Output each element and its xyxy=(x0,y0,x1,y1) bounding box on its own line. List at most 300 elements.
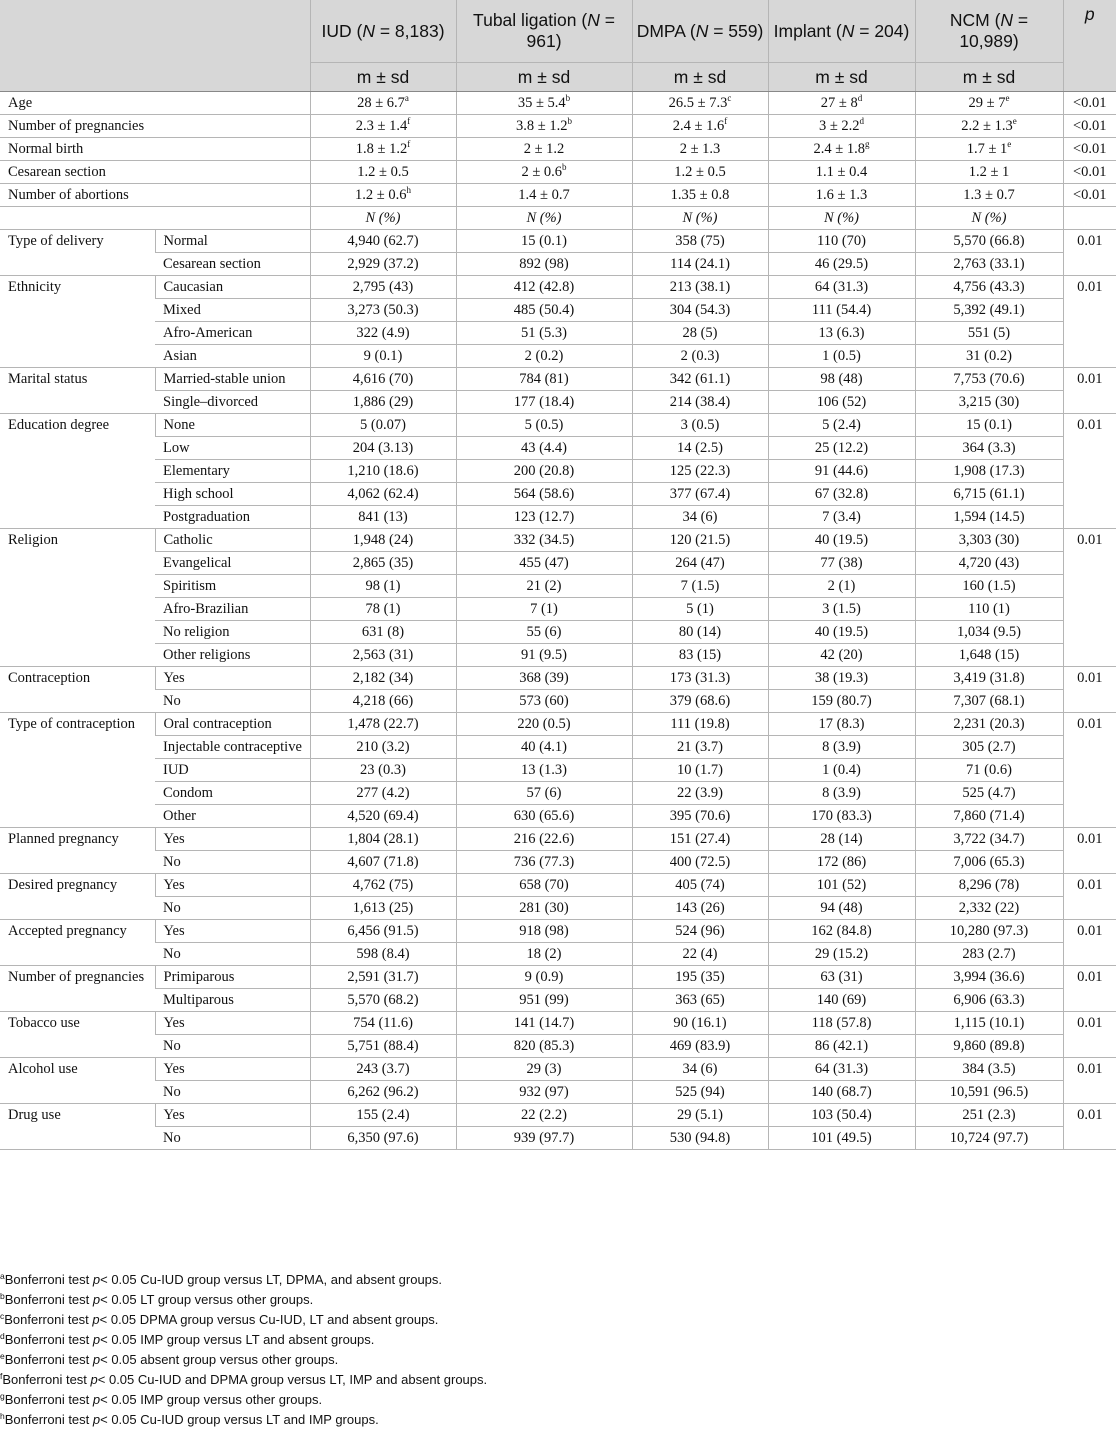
cell-value: 15 (0.1) xyxy=(456,230,632,253)
footnote-text: < 0.05 IMP group versus LT and absent groups. xyxy=(100,1332,375,1347)
cell-value: 21 (3.7) xyxy=(632,736,768,759)
cell-value xyxy=(632,138,768,161)
table-row xyxy=(0,1058,1116,1081)
footnote xyxy=(0,1370,1116,1390)
cell-value: 83 (15) xyxy=(632,644,768,667)
cell-value: 658 (70) xyxy=(456,874,632,897)
p-value: 0.01 xyxy=(1063,230,1116,276)
cell-value: 1 (0.4) xyxy=(768,759,915,782)
group-label: Contraception xyxy=(0,667,155,713)
table-row xyxy=(0,391,1116,414)
cell-value: 103 (50.4) xyxy=(768,1104,915,1127)
cell-value: 631 (8) xyxy=(310,621,456,644)
cell-value xyxy=(310,138,456,161)
p-value: 0.01 xyxy=(1063,529,1116,667)
cell-value: 23 (0.3) xyxy=(310,759,456,782)
cell-value: 469 (83.9) xyxy=(632,1035,768,1058)
table-row xyxy=(0,690,1116,713)
cell-value: 17 (8.3) xyxy=(768,713,915,736)
p-value: 0.01 xyxy=(1063,874,1116,920)
cell-value: 91 (9.5) xyxy=(456,644,632,667)
cell-value: 4,940 (62.7) xyxy=(310,230,456,253)
footnote-mark: f xyxy=(0,1371,3,1381)
cell-text: 2.3 ± 1.4 xyxy=(355,118,408,134)
table-row xyxy=(0,368,1116,391)
cell-value: 2,929 (37.2) xyxy=(310,253,456,276)
table-row xyxy=(0,414,1116,437)
p-value: <0.01 xyxy=(1063,184,1116,207)
cell-value: 6,456 (91.5) xyxy=(310,920,456,943)
group-label: Type of contraception xyxy=(0,713,155,828)
footnote xyxy=(0,1290,1116,1310)
table-row xyxy=(0,966,1116,989)
count-header: N (%) xyxy=(915,207,1063,230)
cell-value: 342 (61.1) xyxy=(632,368,768,391)
p-value: 0.01 xyxy=(1063,713,1116,828)
subgroup-label: Multiparous xyxy=(155,989,310,1012)
cell-text: 1.7 ± 1 xyxy=(966,141,1008,157)
cell-text: 35 ± 5.4 xyxy=(517,95,566,111)
footnote-mark: d xyxy=(859,116,865,126)
cell-value: 57 (6) xyxy=(456,782,632,805)
footnote-p: p xyxy=(92,1272,101,1287)
footnote-p: p xyxy=(92,1332,101,1347)
table-row xyxy=(0,299,1116,322)
cell-value: 214 (38.4) xyxy=(632,391,768,414)
footnote-prefix: Bonferroni test xyxy=(4,1312,93,1327)
row-label: Normal birth xyxy=(0,138,310,161)
table-row xyxy=(0,1104,1116,1127)
cell-value: 530 (94.8) xyxy=(632,1127,768,1150)
group-label: Education degree xyxy=(0,414,155,529)
table-row xyxy=(0,759,1116,782)
subgroup-label: No xyxy=(155,1035,310,1058)
group-label: Accepted pregnancy xyxy=(0,920,155,966)
cell-value: 630 (65.6) xyxy=(456,805,632,828)
cell-value: 9,860 (89.8) xyxy=(915,1035,1063,1058)
col-header: DMPA (N = 559) xyxy=(632,0,768,63)
table-row xyxy=(0,736,1116,759)
cell-value: 7 (1) xyxy=(456,598,632,621)
group-label: Desired pregnancy xyxy=(0,874,155,920)
p-value: 0.01 xyxy=(1063,368,1116,414)
cell-value: 28 (14) xyxy=(768,828,915,851)
subgroup-label: Other xyxy=(155,805,310,828)
header-row-stats xyxy=(0,63,1116,92)
cell-value: 1,034 (9.5) xyxy=(915,621,1063,644)
table-row xyxy=(0,851,1116,874)
p-value: <0.01 xyxy=(1063,161,1116,184)
cell-value: 1,908 (17.3) xyxy=(915,460,1063,483)
cell-value: 5,751 (88.4) xyxy=(310,1035,456,1058)
cell-text: 28 ± 6.7 xyxy=(357,95,405,111)
cell-value: 322 (4.9) xyxy=(310,322,456,345)
p-value: 0.01 xyxy=(1063,966,1116,1012)
table-row xyxy=(0,483,1116,506)
cell-value xyxy=(768,92,915,115)
footnote-mark: h xyxy=(0,1411,5,1421)
cell-value: 3,722 (34.7) xyxy=(915,828,1063,851)
cell-value: 64 (31.3) xyxy=(768,276,915,299)
cell-value: 379 (68.6) xyxy=(632,690,768,713)
cell-value: 40 (19.5) xyxy=(768,621,915,644)
cell-value: 28 (5) xyxy=(632,322,768,345)
cell-value: 754 (11.6) xyxy=(310,1012,456,1035)
subgroup-label: Condom xyxy=(155,782,310,805)
cell-value: 110 (70) xyxy=(768,230,915,253)
cell-value: 10,724 (97.7) xyxy=(915,1127,1063,1150)
cell-text: 3 ± 2.2 xyxy=(818,118,860,134)
row-label: Number of pregnancies xyxy=(0,115,310,138)
cell-text: 1.2 ± 0.5 xyxy=(674,164,726,180)
footnote-prefix: Bonferroni test xyxy=(2,1372,91,1387)
footnote-text: < 0.05 IMP group versus other groups. xyxy=(100,1392,323,1407)
cell-value: 123 (12.7) xyxy=(456,506,632,529)
cell-value: 283 (2.7) xyxy=(915,943,1063,966)
subgroup-label: Primiparous xyxy=(155,966,310,989)
cell-value: 598 (8.4) xyxy=(310,943,456,966)
cell-text: 2.4 ± 1.6 xyxy=(672,118,725,134)
cell-value: 736 (77.3) xyxy=(456,851,632,874)
footnote-mark: b xyxy=(562,162,567,172)
cell-value: 10,591 (96.5) xyxy=(915,1081,1063,1104)
cell-value: 277 (4.2) xyxy=(310,782,456,805)
cell-value: 8 (3.9) xyxy=(768,782,915,805)
subgroup-label: Evangelical xyxy=(155,552,310,575)
cell-value: 485 (50.4) xyxy=(456,299,632,322)
subgroup-label: Yes xyxy=(155,1104,310,1127)
cell-value: 90 (16.1) xyxy=(632,1012,768,1035)
subgroup-label: Postgraduation xyxy=(155,506,310,529)
footnote xyxy=(0,1330,1116,1350)
cell-value: 162 (84.8) xyxy=(768,920,915,943)
cell-value: 4,762 (75) xyxy=(310,874,456,897)
cell-value: 9 (0.9) xyxy=(456,966,632,989)
cell-value xyxy=(310,92,456,115)
footnote-mark: b xyxy=(0,1291,5,1301)
subgroup-label: Oral contraception xyxy=(155,713,310,736)
cell-value xyxy=(310,184,456,207)
cell-value: 939 (97.7) xyxy=(456,1127,632,1150)
col-header: Tubal ligation (N = 961) xyxy=(456,0,632,63)
group-label: Number of pregnancies xyxy=(0,966,155,1012)
cell-value: 5,392 (49.1) xyxy=(915,299,1063,322)
cell-value xyxy=(456,138,632,161)
cell-value: 1,886 (29) xyxy=(310,391,456,414)
p-value: 0.01 xyxy=(1063,1104,1116,1150)
header-row-groups xyxy=(0,0,1116,63)
subgroup-label: Catholic xyxy=(155,529,310,552)
cell-value: 160 (1.5) xyxy=(915,575,1063,598)
cell-value: 525 (94) xyxy=(632,1081,768,1104)
cell-value: 18 (2) xyxy=(456,943,632,966)
subgroup-label: No religion xyxy=(155,621,310,644)
footnote-mark: f xyxy=(724,116,728,126)
cell-value: 573 (60) xyxy=(456,690,632,713)
table-row xyxy=(0,1081,1116,1104)
col-header: NCM (N = 10,989) xyxy=(915,0,1063,63)
cell-value: 1,210 (18.6) xyxy=(310,460,456,483)
table-row xyxy=(0,1012,1116,1035)
footnote-prefix: Bonferroni test xyxy=(4,1352,93,1367)
cell-value: 281 (30) xyxy=(456,897,632,920)
footnote-prefix: Bonferroni test xyxy=(4,1272,93,1287)
cell-value: 4,062 (62.4) xyxy=(310,483,456,506)
cell-value: 29 (3) xyxy=(456,1058,632,1081)
cell-value: 784 (81) xyxy=(456,368,632,391)
cell-value xyxy=(768,115,915,138)
cell-value: 29 (15.2) xyxy=(768,943,915,966)
cell-value: 5 (2.4) xyxy=(768,414,915,437)
subgroup-label: Elementary xyxy=(155,460,310,483)
cell-value: 2 (1) xyxy=(768,575,915,598)
cell-value: 304 (54.3) xyxy=(632,299,768,322)
subgroup-label: No xyxy=(155,943,310,966)
table-row xyxy=(0,276,1116,299)
subgroup-label: Normal xyxy=(155,230,310,253)
cell-text: 1.8 ± 1.2 xyxy=(355,141,408,157)
group-label: Marital status xyxy=(0,368,155,414)
subgroup-label: Yes xyxy=(155,828,310,851)
cell-value: 40 (4.1) xyxy=(456,736,632,759)
cell-value: 120 (21.5) xyxy=(632,529,768,552)
cell-value: 5 (0.07) xyxy=(310,414,456,437)
cell-value: 6,715 (61.1) xyxy=(915,483,1063,506)
cell-value: 7,753 (70.6) xyxy=(915,368,1063,391)
table-row xyxy=(0,322,1116,345)
cell-value: 151 (27.4) xyxy=(632,828,768,851)
subgroup-label: Yes xyxy=(155,920,310,943)
cell-value xyxy=(456,115,632,138)
cell-value: 951 (99) xyxy=(456,989,632,1012)
cell-value: 200 (20.8) xyxy=(456,460,632,483)
table-row xyxy=(0,345,1116,368)
cell-value: 172 (86) xyxy=(768,851,915,874)
subgroup-label: High school xyxy=(155,483,310,506)
table-row xyxy=(0,253,1116,276)
count-header-row xyxy=(0,207,1116,230)
footnote-mark: c xyxy=(727,93,732,103)
cell-value: 2,795 (43) xyxy=(310,276,456,299)
cell-value xyxy=(768,138,915,161)
cell-text: 2 ± 0.6 xyxy=(521,164,563,180)
group-label: Type of delivery xyxy=(0,230,155,276)
cell-value: 1,115 (10.1) xyxy=(915,1012,1063,1035)
group-label: Drug use xyxy=(0,1104,155,1150)
cell-value: 2,332 (22) xyxy=(915,897,1063,920)
cell-value: 22 (3.9) xyxy=(632,782,768,805)
cell-text: 2.4 ± 1.8 xyxy=(813,141,865,157)
cell-value xyxy=(632,115,768,138)
row-label: Number of abortions xyxy=(0,184,310,207)
cell-value: 358 (75) xyxy=(632,230,768,253)
cell-value: 220 (0.5) xyxy=(456,713,632,736)
cell-value: 31 (0.2) xyxy=(915,345,1063,368)
cell-value: 110 (1) xyxy=(915,598,1063,621)
cell-value: 46 (29.5) xyxy=(768,253,915,276)
cell-value: 3,419 (31.8) xyxy=(915,667,1063,690)
cell-text: 1.2 ± 0.5 xyxy=(357,164,409,180)
cell-value: 125 (22.3) xyxy=(632,460,768,483)
cell-value: 820 (85.3) xyxy=(456,1035,632,1058)
cell-value: 332 (34.5) xyxy=(456,529,632,552)
cell-value: 13 (6.3) xyxy=(768,322,915,345)
p-value: <0.01 xyxy=(1063,115,1116,138)
cell-text: 3.8 ± 1.2 xyxy=(516,118,568,134)
cell-value: 71 (0.6) xyxy=(915,759,1063,782)
header-blank xyxy=(0,0,310,63)
subgroup-label: Married-stable union xyxy=(155,368,310,391)
cell-value xyxy=(632,92,768,115)
cell-value: 892 (98) xyxy=(456,253,632,276)
cell-value: 932 (97) xyxy=(456,1081,632,1104)
cell-value xyxy=(915,138,1063,161)
footnote-p: p xyxy=(90,1372,98,1387)
cell-text: 1.1 ± 0.4 xyxy=(815,164,868,180)
cell-value: 101 (52) xyxy=(768,874,915,897)
cell-value: 4,218 (66) xyxy=(310,690,456,713)
cell-value: 14 (2.5) xyxy=(632,437,768,460)
cell-value: 2,865 (35) xyxy=(310,552,456,575)
cell-value: 1,613 (25) xyxy=(310,897,456,920)
cell-value: 2,231 (20.3) xyxy=(915,713,1063,736)
p-value: 0.01 xyxy=(1063,276,1116,368)
footnote xyxy=(0,1410,1116,1430)
cell-value: 2,182 (34) xyxy=(310,667,456,690)
cell-value: 67 (32.8) xyxy=(768,483,915,506)
footnote xyxy=(0,1390,1116,1410)
footnote-mark: e xyxy=(1007,139,1012,149)
table-row xyxy=(0,598,1116,621)
cell-value: 8,296 (78) xyxy=(915,874,1063,897)
cell-value: 7,006 (65.3) xyxy=(915,851,1063,874)
cell-value: 2 (0.3) xyxy=(632,345,768,368)
footnote-p: p xyxy=(92,1352,101,1367)
cell-value: 2,563 (31) xyxy=(310,644,456,667)
cell-value xyxy=(768,184,915,207)
stat-header: m ± sd xyxy=(768,63,915,92)
footnote xyxy=(0,1310,1116,1330)
footnote-text: < 0.05 DPMA group versus Cu-IUD, LT and absent groups. xyxy=(99,1312,439,1327)
cell-value: 155 (2.4) xyxy=(310,1104,456,1127)
footnote-prefix: Bonferroni test xyxy=(4,1392,93,1407)
table-row xyxy=(0,161,1116,184)
footnote-mark: b xyxy=(565,93,571,103)
cell-value xyxy=(310,161,456,184)
cell-value: 195 (35) xyxy=(632,966,768,989)
cell-value: 7 (3.4) xyxy=(768,506,915,529)
cell-value xyxy=(768,161,915,184)
subgroup-label: No xyxy=(155,1081,310,1104)
table-row xyxy=(0,529,1116,552)
stat-header: m ± sd xyxy=(632,63,768,92)
cell-value xyxy=(632,161,768,184)
footnote-mark: e xyxy=(1005,93,1010,103)
stat-header: m ± sd xyxy=(456,63,632,92)
cell-value: 101 (49.5) xyxy=(768,1127,915,1150)
subgroup-label: Afro-American xyxy=(155,322,310,345)
cell-value: 3,994 (36.6) xyxy=(915,966,1063,989)
cell-value: 91 (44.6) xyxy=(768,460,915,483)
cell-value: 111 (54.4) xyxy=(768,299,915,322)
cell-value: 6,906 (63.3) xyxy=(915,989,1063,1012)
cell-value xyxy=(915,161,1063,184)
cell-value: 3 (0.5) xyxy=(632,414,768,437)
footnote-p: p xyxy=(92,1292,101,1307)
cell-value xyxy=(915,115,1063,138)
cell-value: 55 (6) xyxy=(456,621,632,644)
group-label: Planned pregnancy xyxy=(0,828,155,874)
footnote-text: < 0.05 absent group versus other groups. xyxy=(100,1352,339,1367)
cell-text: 2 ± 1.2 xyxy=(523,141,565,157)
footnote-mark: e xyxy=(0,1351,5,1361)
table-row xyxy=(0,644,1116,667)
cell-value: 42 (20) xyxy=(768,644,915,667)
footnote-mark: a xyxy=(404,93,409,103)
p-value: 0.01 xyxy=(1063,828,1116,874)
table-row xyxy=(0,943,1116,966)
cell-value xyxy=(915,92,1063,115)
table-row xyxy=(0,552,1116,575)
footnote-mark: b xyxy=(567,116,572,126)
subgroup-label: Spiritism xyxy=(155,575,310,598)
footnote-prefix: Bonferroni test xyxy=(4,1412,93,1427)
count-header: N (%) xyxy=(632,207,768,230)
cell-value: 177 (18.4) xyxy=(456,391,632,414)
subgroup-label: IUD xyxy=(155,759,310,782)
cell-value: 841 (13) xyxy=(310,506,456,529)
subgroup-label: Yes xyxy=(155,874,310,897)
subgroup-label: Cesarean section xyxy=(155,253,310,276)
cell-value: 524 (96) xyxy=(632,920,768,943)
cell-value: 368 (39) xyxy=(456,667,632,690)
cell-value: 2,591 (31.7) xyxy=(310,966,456,989)
subgroup-label: None xyxy=(155,414,310,437)
cell-value: 364 (3.3) xyxy=(915,437,1063,460)
cell-value: 29 (5.1) xyxy=(632,1104,768,1127)
table-row xyxy=(0,874,1116,897)
subgroup-label: Yes xyxy=(155,1058,310,1081)
footnote-mark: d xyxy=(0,1331,5,1341)
subgroup-label: No xyxy=(155,897,310,920)
subgroup-label: Yes xyxy=(155,1012,310,1035)
cell-text: 1.3 ± 0.7 xyxy=(963,187,1015,203)
group-label: Ethnicity xyxy=(0,276,155,368)
p-value: 0.01 xyxy=(1063,920,1116,966)
col-header: IUD (N = 8,183) xyxy=(310,0,456,63)
cell-value: 3,273 (50.3) xyxy=(310,299,456,322)
blank-cell xyxy=(0,207,310,230)
cell-value: 204 (3.13) xyxy=(310,437,456,460)
cell-text: 29 ± 7 xyxy=(968,95,1006,111)
footnote-mark: f xyxy=(407,139,411,149)
group-label: Tobacco use xyxy=(0,1012,155,1058)
group-label: Alcohol use xyxy=(0,1058,155,1104)
cell-value: 4,756 (43.3) xyxy=(915,276,1063,299)
header-blank xyxy=(0,63,310,92)
table-row xyxy=(0,1035,1116,1058)
cell-value: 98 (48) xyxy=(768,368,915,391)
cell-value: 213 (38.1) xyxy=(632,276,768,299)
cell-value: 243 (3.7) xyxy=(310,1058,456,1081)
table-row xyxy=(0,805,1116,828)
table-row xyxy=(0,575,1116,598)
cell-text: 1.6 ± 1.3 xyxy=(815,187,868,203)
cell-value: 106 (52) xyxy=(768,391,915,414)
count-header: N (%) xyxy=(310,207,456,230)
table-row xyxy=(0,1127,1116,1150)
footnote xyxy=(0,1350,1116,1370)
